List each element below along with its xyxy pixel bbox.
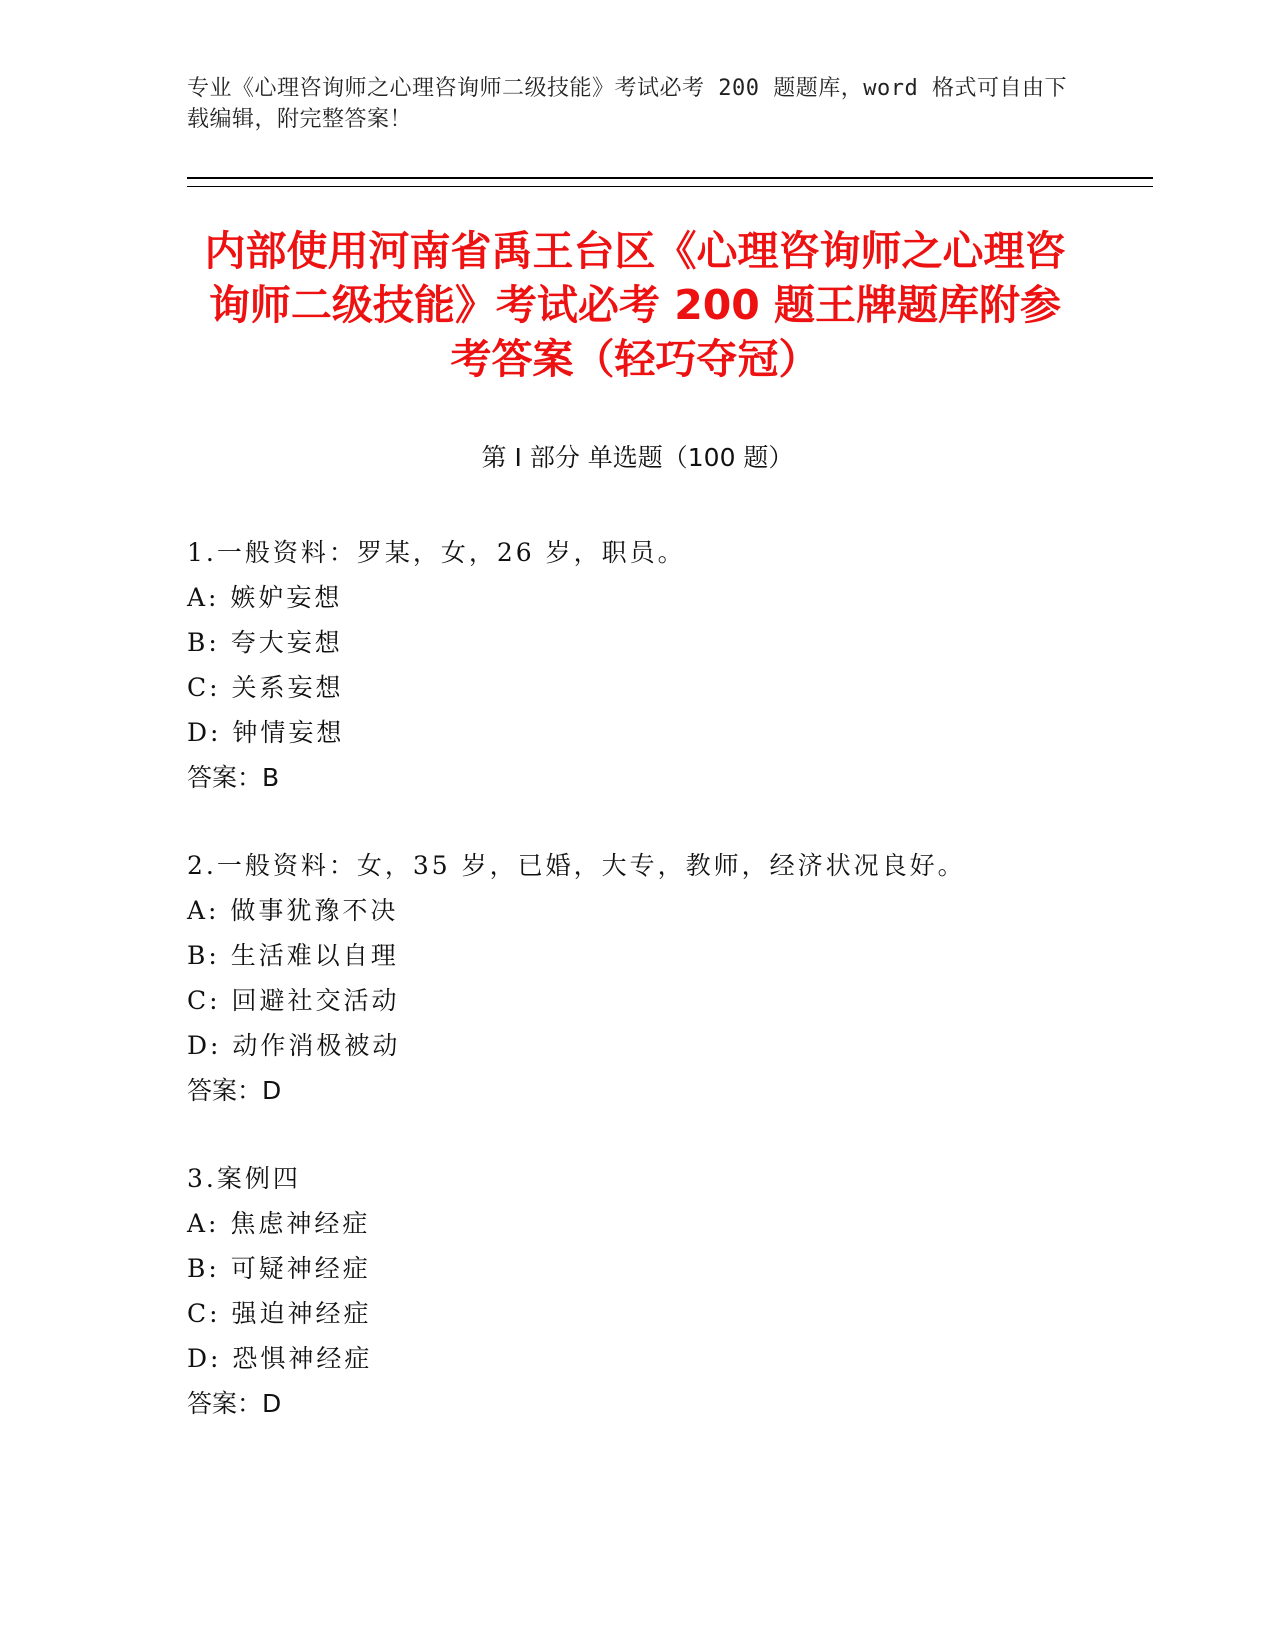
answer-line: 答案：B xyxy=(187,763,280,792)
option-b: B: 可疑神经症 xyxy=(187,1254,371,1283)
header-rule-thin xyxy=(187,186,1153,187)
document-title: 内部使用河南省禹王台区《心理咨询师之心理咨询师二级技能》考试必考 200 题王牌题库附参考答案（轻巧夺冠） xyxy=(204,227,1066,383)
option-c: C: 关系妄想 xyxy=(187,673,344,702)
option-a: A: 嫉妒妄想 xyxy=(187,583,343,612)
option-c: C: 回避社交活动 xyxy=(187,986,400,1015)
question-list xyxy=(187,530,1147,1469)
option-c: C: 强迫神经症 xyxy=(187,1299,372,1328)
option-a: A: 焦虑神经症 xyxy=(187,1209,371,1238)
question-stem: 1.一般资料：罗某，女，26 岁，职员。 xyxy=(187,538,686,567)
question-1 xyxy=(187,530,1147,800)
question-stem: 2.一般资料：女，35 岁，已婚，大专，教师，经济状况良好。 xyxy=(187,851,966,880)
option-d: D: 钟情妄想 xyxy=(187,718,345,747)
question-3 xyxy=(187,1156,1147,1426)
answer-line: 答案：D xyxy=(187,1389,282,1418)
header-rule-thick xyxy=(187,177,1153,179)
option-d: D: 动作消极被动 xyxy=(187,1031,401,1060)
section-title: 第 I 部分 单选题（100 题） xyxy=(481,443,794,472)
option-a: A: 做事犹豫不决 xyxy=(187,896,399,925)
option-d: D: 恐惧神经症 xyxy=(187,1344,373,1373)
question-2 xyxy=(187,843,1147,1113)
answer-line: 答案：D xyxy=(187,1076,282,1105)
question-stem: 3.案例四 xyxy=(187,1164,301,1193)
option-b: B: 生活难以自理 xyxy=(187,941,399,970)
option-b: B: 夸大妄想 xyxy=(187,628,343,657)
header-note: 专业《心理咨询师之心理咨询师二级技能》考试必考 200 题题库，word 格式可自由下载编辑，附完整答案！ xyxy=(187,76,1067,132)
